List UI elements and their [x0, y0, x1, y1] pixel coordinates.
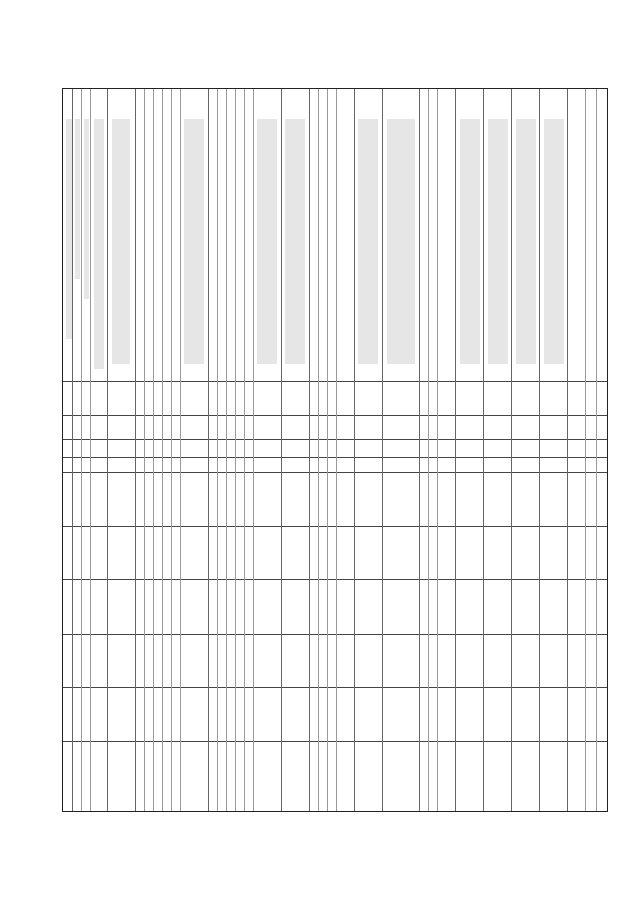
row-divider — [180, 89, 181, 811]
illegible-cell-text — [358, 119, 378, 364]
row-divider — [437, 89, 438, 811]
row-divider — [336, 89, 337, 811]
row-divider — [107, 89, 108, 811]
budget-table — [62, 88, 608, 812]
row-divider — [483, 89, 484, 811]
illegible-cell-text — [94, 119, 104, 369]
row-divider — [226, 89, 227, 811]
row-divider — [511, 89, 512, 811]
row-divider — [455, 89, 456, 811]
row-divider — [90, 89, 91, 811]
row-divider — [81, 89, 82, 811]
row-divider — [144, 89, 145, 811]
illegible-cell-text — [184, 119, 204, 364]
row-divider — [309, 89, 310, 811]
row-divider — [585, 89, 586, 811]
row-divider — [72, 89, 73, 811]
row-divider — [162, 89, 163, 811]
row-divider — [567, 89, 568, 811]
illegible-cell-text — [66, 119, 72, 339]
row-divider — [327, 89, 328, 811]
illegible-cell-text — [544, 119, 564, 364]
row-divider — [354, 89, 355, 811]
row-divider — [135, 89, 136, 811]
row-divider — [208, 89, 209, 811]
row-divider — [235, 89, 236, 811]
illegible-cell-text — [285, 119, 305, 364]
illegible-cell-text — [460, 119, 480, 364]
row-divider — [217, 89, 218, 811]
illegible-cell-text — [75, 119, 80, 279]
illegible-cell-text — [257, 119, 277, 364]
illegible-cell-text — [387, 119, 415, 364]
row-divider — [596, 89, 597, 811]
row-divider — [153, 89, 154, 811]
row-divider — [539, 89, 540, 811]
illegible-cell-text — [112, 119, 130, 364]
row-divider — [419, 89, 420, 811]
illegible-cell-text — [84, 119, 89, 299]
row-divider — [244, 89, 245, 811]
row-divider — [281, 89, 282, 811]
illegible-cell-text — [516, 119, 536, 364]
row-divider — [382, 89, 383, 811]
illegible-cell-text — [488, 119, 508, 364]
row-divider — [318, 89, 319, 811]
row-divider — [253, 89, 254, 811]
row-divider — [171, 89, 172, 811]
row-divider — [428, 89, 429, 811]
